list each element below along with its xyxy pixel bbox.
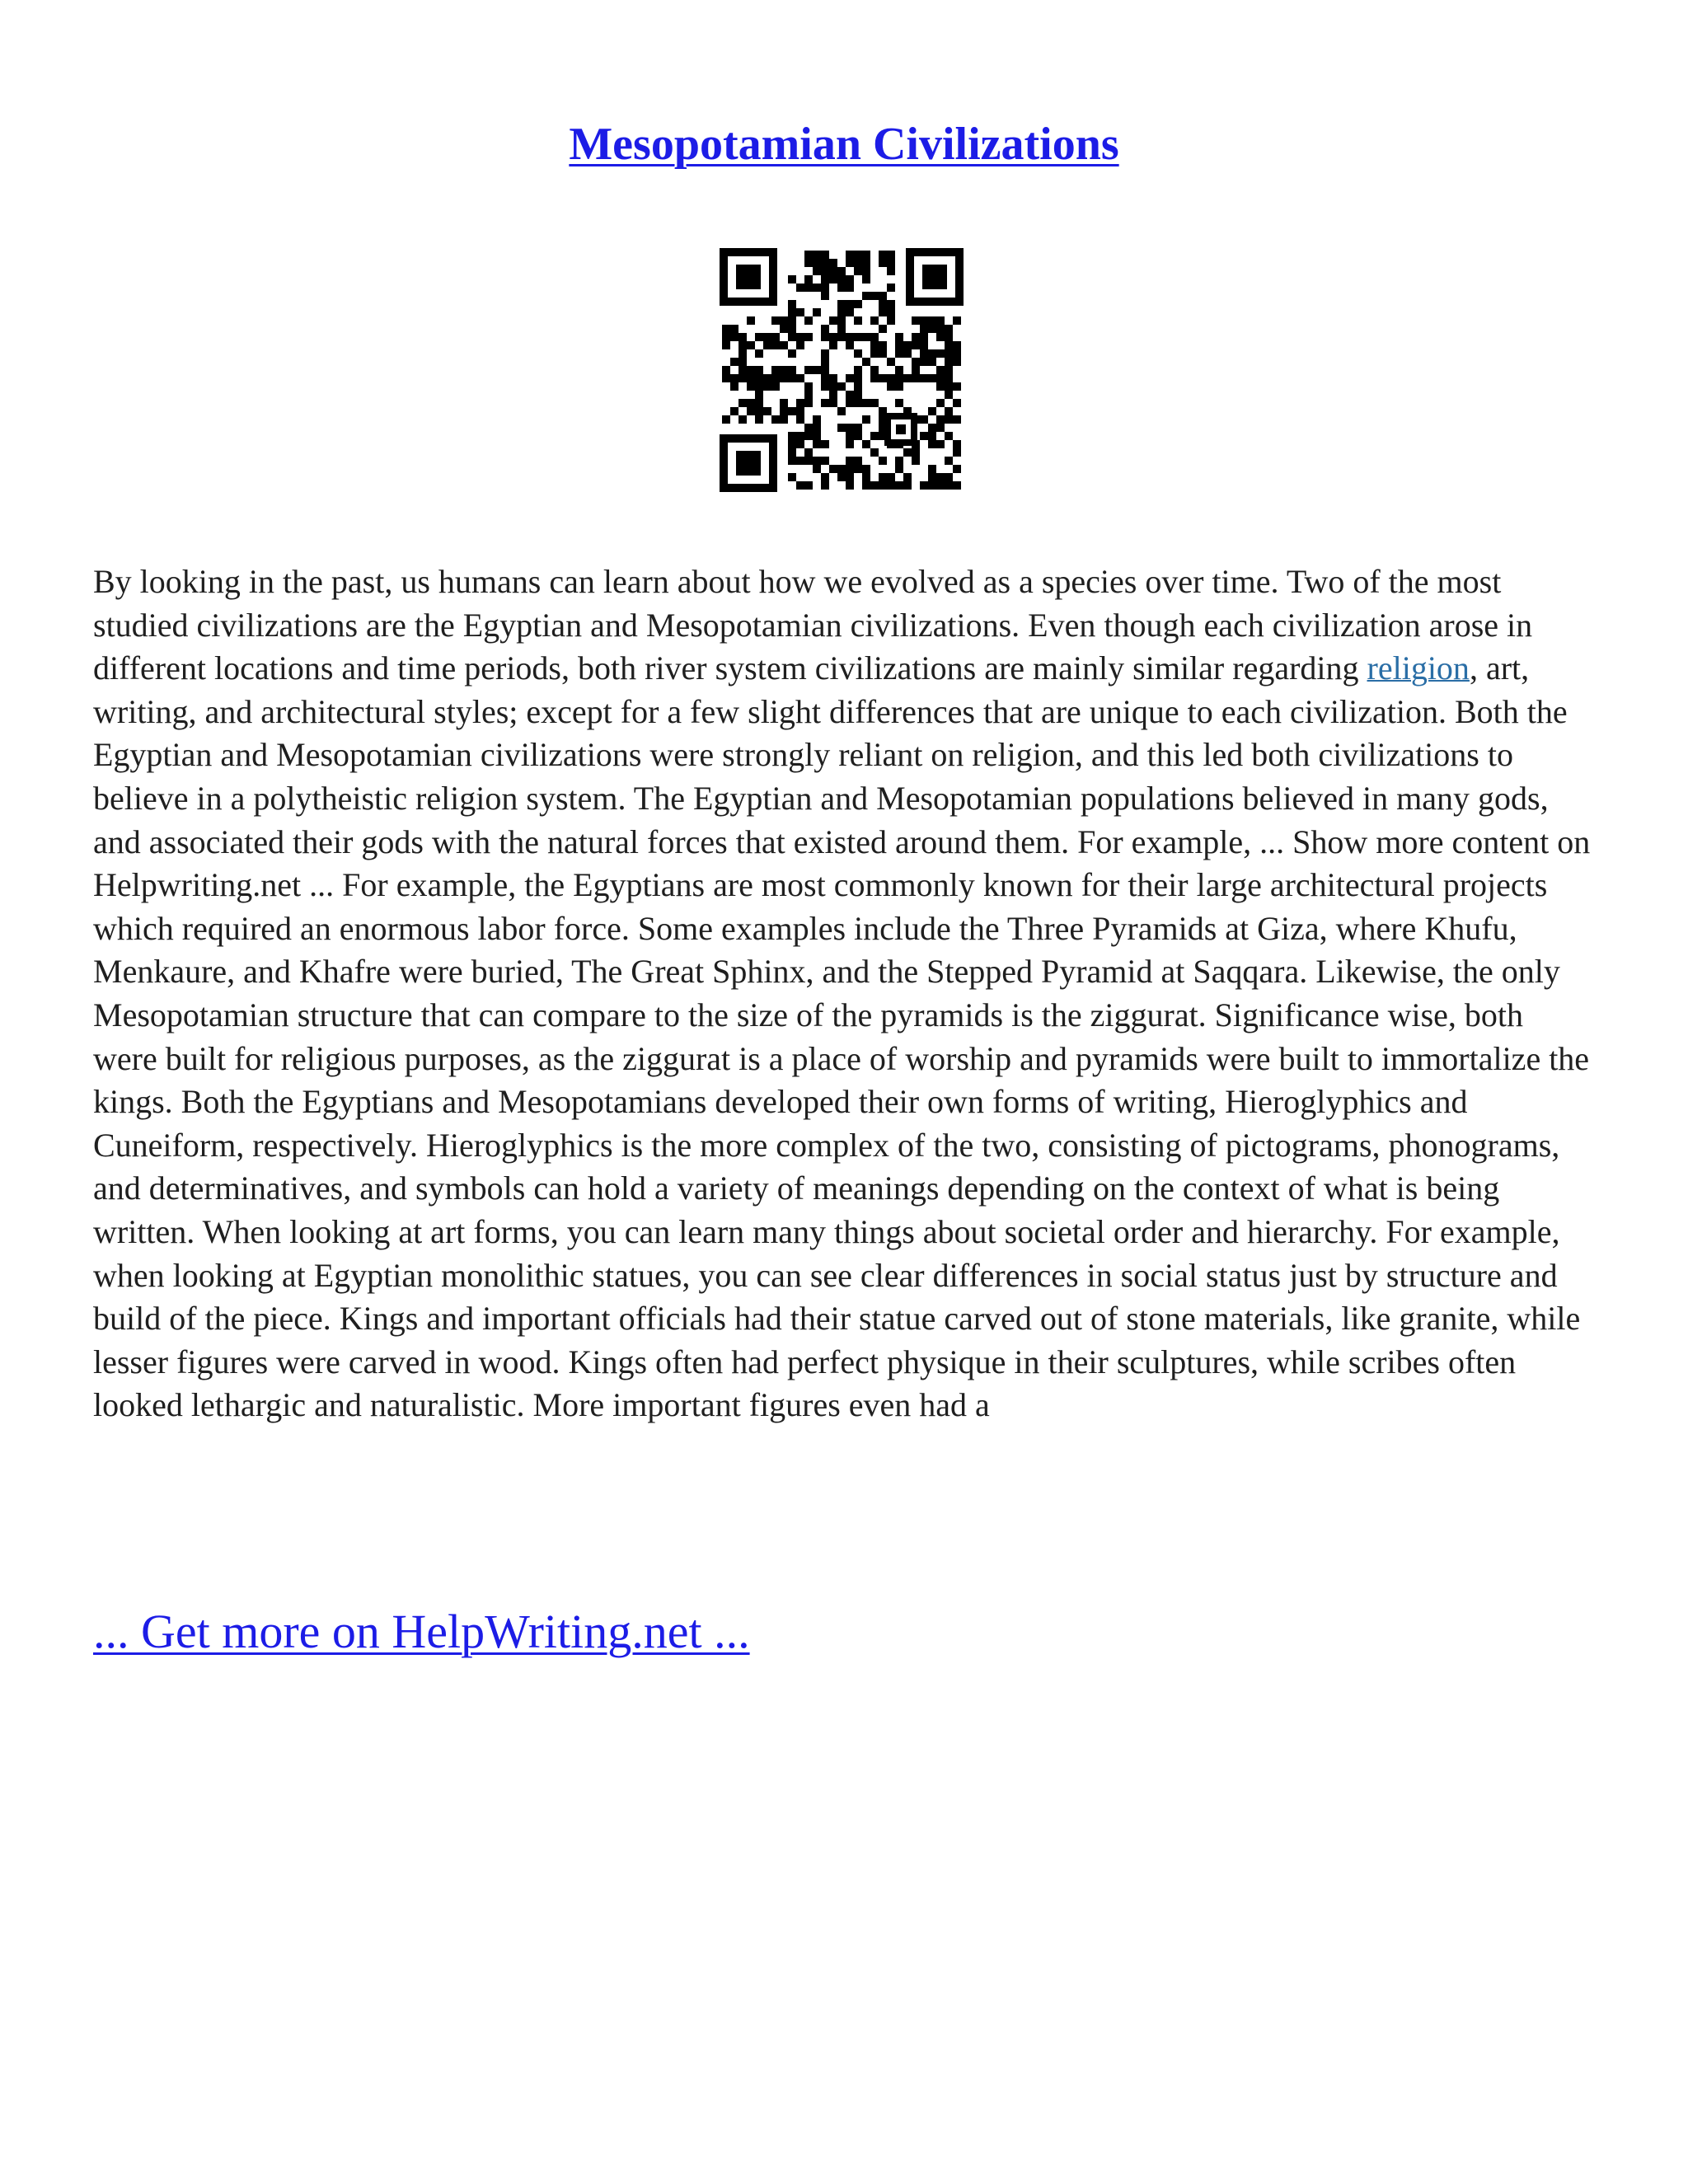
qr-code-icon [720,248,964,492]
get-more-link[interactable]: ... Get more on HelpWriting.net ... [93,1605,750,1658]
body-text-part1: By looking in the past, us humans can learn about how we evolved as a species over time. Two of the most studied civilizations are the Egyptian and Mesopotamian civilizations. Even though each civilization arose in different locations and time periods, both river system civilizations are mainly similar regarding [93,563,1533,687]
get-more-section [93,1602,750,1661]
page-title [0,115,1688,173]
body-text-part2: , art, writing, and architectural styles; except for a few slight differences that are unique to each civilization. Both the Egyptian and Mesopotamian civilizations were strongly reliant on religion, and this led both civilizations to believe in a polytheistic religion system. The Egyptian and Mesopotamian populations believed in many gods, and associated their gods with the natural forces that existed around them. For example, ... Show more content on Helpwriting.net ... For example, the Egyptians are most commonly known for their large architectural projects which required an enormous labor force. Some examples include the Three Pyramids at Giza, where Khufu, Menkaure, and Khafre were buried, The Great Sphinx, and the Stepped Pyramid at Saqqara. Likewise, the only Mesopotamian structure that can compare to the size of the pyramids is the ziggurat. Significance wise, both were built for religious purposes, as the ziggurat is a place of worship and pyramids were built to immortalize the kings. Both the Egyptians and Mesopotamians developed their own forms of writing, Hieroglyphics and Cuneiform, respectively. Hieroglyphics is the more complex of the two, consisting of pictograms, phonograms, and determinatives, and symbols can hold a variety of meanings depending on the context of what is being written. When looking at art forms, you can learn many things about societal order and hierarchy. For example, when looking at Egyptian monolithic statues, you can see clear differences in social status just by structure and build of the piece. Kings and important officials had their statue carved out of stone materials, like granite, while lesser figures were carved in wood. Kings often had perfect physique in their sculptures, while scribes often looked lethargic and naturalistic. More important figures even had a [93,649,1591,1424]
article-body [93,560,1595,1427]
religion-link[interactable]: religion [1367,649,1470,687]
title-link[interactable]: Mesopotamian Civilizations [569,119,1119,170]
